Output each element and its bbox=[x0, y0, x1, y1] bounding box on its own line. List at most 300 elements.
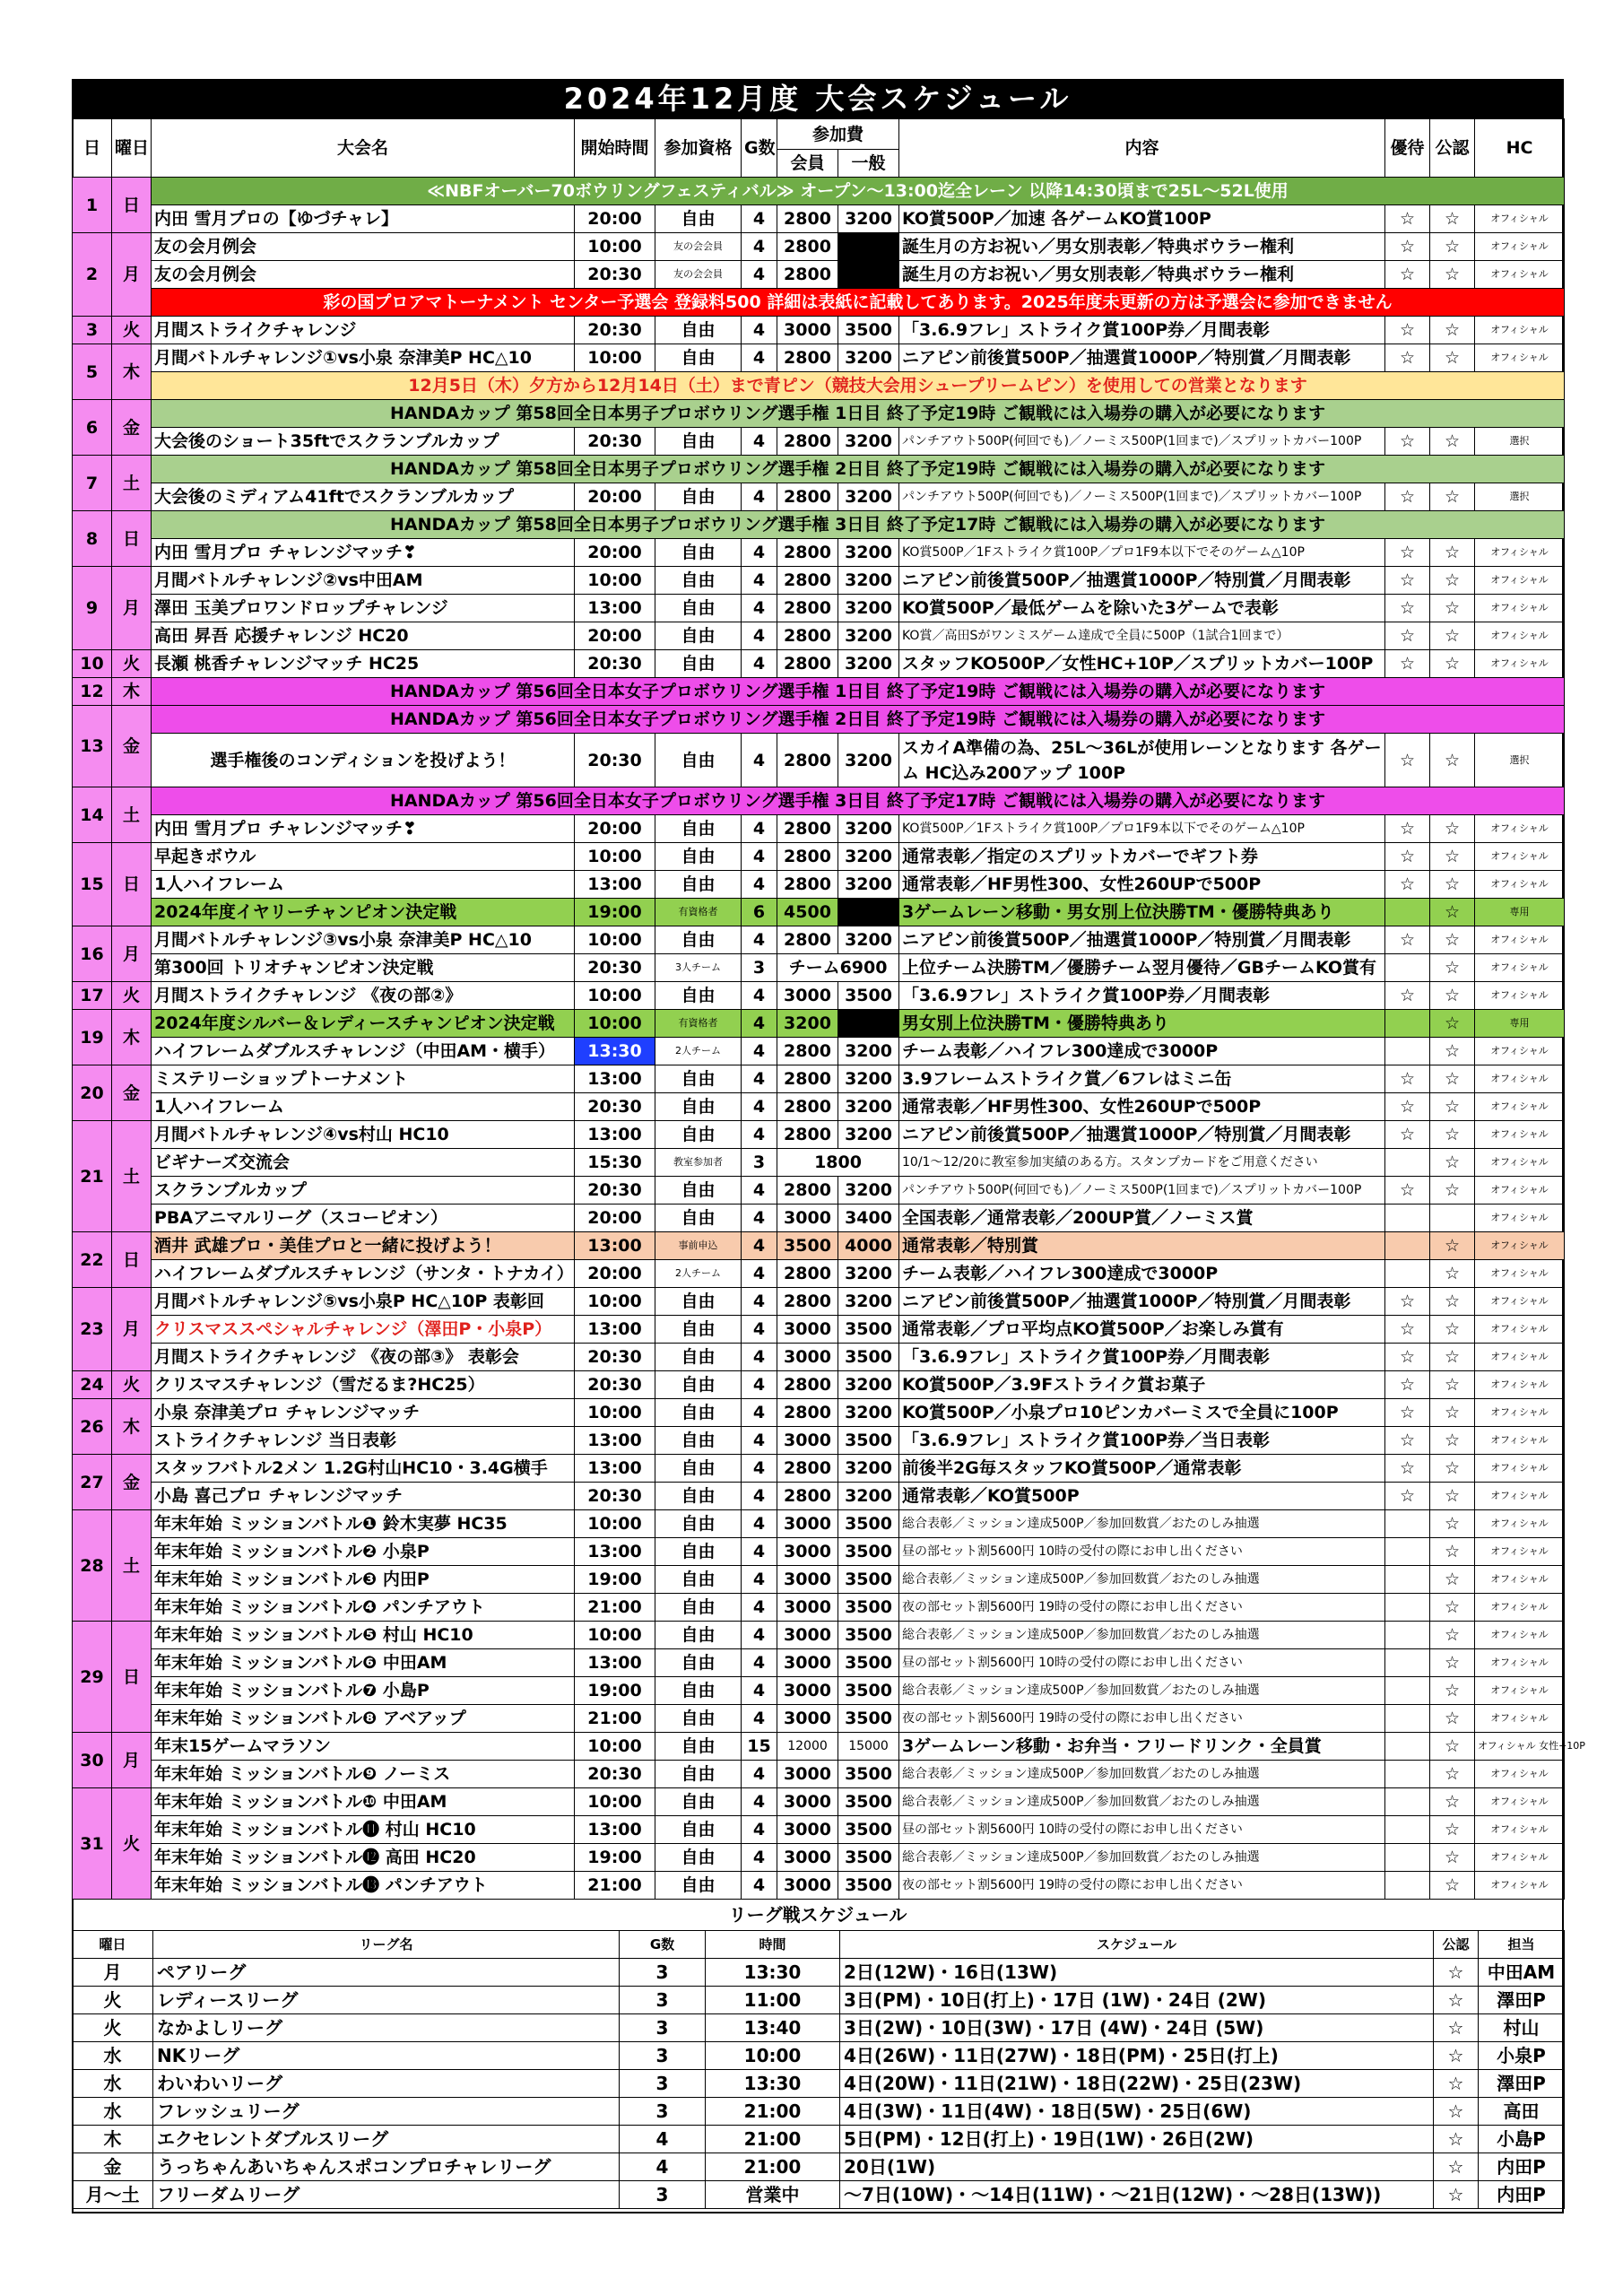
game-count: 4 bbox=[742, 1065, 777, 1093]
content: 誕生月の方お祝い／男女別表彰／特典ボウラー権利 bbox=[899, 261, 1385, 289]
event-name: 酒井 武雄プロ・美佳プロと一緒に投げよう！ bbox=[152, 1232, 575, 1260]
event-row bbox=[73, 483, 1565, 511]
game-count: 4 bbox=[742, 1566, 777, 1594]
fee-general: 3200 bbox=[838, 1260, 899, 1288]
league-time: 11:00 bbox=[706, 1987, 840, 2014]
league-header-schedule: スケジュール bbox=[840, 1931, 1434, 1959]
game-count: 4 bbox=[742, 428, 777, 456]
notice-band: HANDAカップ 第58回全日本男子プロボウリング選手権 3日目 終了予定17時 ご観戦には入場券の購入が必要になります bbox=[152, 511, 1565, 539]
league-staff: 澤田P bbox=[1479, 2070, 1565, 2098]
qualification: 自由 bbox=[655, 1622, 742, 1649]
content: KO賞500P／小泉プロ10ピンカバーミスで全員に100P bbox=[899, 1399, 1385, 1427]
fee-general: 3500 bbox=[838, 1705, 899, 1733]
league-koushiki: ☆ bbox=[1434, 2126, 1479, 2153]
event-name: 年末年始 ミッションバトル❺ 村山 HC10 bbox=[152, 1622, 575, 1649]
content: チーム表彰／ハイフレ300達成で3000P bbox=[899, 1038, 1385, 1065]
hc-type: オフィシャル bbox=[1475, 1455, 1565, 1483]
league-name: なかよしリーグ bbox=[153, 2014, 620, 2042]
league-name: わいわいリーグ bbox=[153, 2070, 620, 2098]
event-name: 年末年始 ミッションバトル❸ 内田P bbox=[152, 1566, 575, 1594]
event-name: 内田 雪月プロ チャレンジマッチ❣ bbox=[152, 815, 575, 843]
hc-type: オフィシャル bbox=[1475, 1344, 1565, 1371]
game-count: 3 bbox=[742, 1149, 777, 1177]
league-games: 3 bbox=[620, 2042, 706, 2070]
fee-general: 3200 bbox=[838, 1371, 899, 1399]
fee-member: 3000 bbox=[777, 1344, 838, 1371]
league-schedule: 2日(12W)・16日(13W) bbox=[840, 1959, 1434, 1987]
content: 昼の部セット割5600円 10時の受付の際にお申し出ください bbox=[899, 1816, 1385, 1844]
fee-member: 3000 bbox=[777, 1538, 838, 1566]
fee-member: 3000 bbox=[777, 1510, 838, 1538]
hc-type: オフィシャル 女性+10P bbox=[1475, 1733, 1565, 1761]
event-name: 澤田 玉美プロワンドロップチャレンジ bbox=[152, 595, 575, 622]
hc-type: オフィシャル bbox=[1475, 1399, 1565, 1427]
content: 昼の部セット割5600円 10時の受付の際にお申し出ください bbox=[899, 1649, 1385, 1677]
yutai-mark: ☆ bbox=[1385, 261, 1430, 289]
event-name: 1人ハイフレーム bbox=[152, 871, 575, 899]
yutai-mark: ☆ bbox=[1385, 843, 1430, 871]
event-name: PBAアニマルリーグ（スコーピオン） bbox=[152, 1205, 575, 1232]
weekday-cell: 金 bbox=[112, 706, 152, 787]
yutai-mark: ☆ bbox=[1385, 871, 1430, 899]
event-row bbox=[73, 899, 1565, 926]
header-start: 開始時間 bbox=[575, 119, 655, 178]
event-row bbox=[73, 1622, 1565, 1649]
league-time: 13:30 bbox=[706, 2070, 840, 2098]
fee: チーム6900 bbox=[777, 954, 899, 982]
event-row bbox=[73, 539, 1565, 567]
event-row bbox=[73, 954, 1565, 982]
content: 総合表彰／ミッション達成500P／参加回数賞／おたのしみ抽選 bbox=[899, 1844, 1385, 1872]
league-schedule: 20日(1W) bbox=[840, 2153, 1434, 2181]
qualification: 自由 bbox=[655, 317, 742, 344]
game-count: 4 bbox=[742, 1371, 777, 1399]
koushiki-mark: ☆ bbox=[1430, 899, 1475, 926]
event-name: 年末年始 ミッションバトル⓭ パンチアウト bbox=[152, 1872, 575, 1900]
league-games: 4 bbox=[620, 2153, 706, 2181]
event-name: 月間ストライクチャレンジ bbox=[152, 317, 575, 344]
hc-type: オフィシャル bbox=[1475, 1205, 1565, 1232]
koushiki-mark: ☆ bbox=[1430, 1344, 1475, 1371]
qualification: 自由 bbox=[655, 1872, 742, 1900]
content: 通常表彰／HF男性300、女性260UPで500P bbox=[899, 1093, 1385, 1121]
fee-member: 2800 bbox=[777, 622, 838, 650]
qualification: 自由 bbox=[655, 1483, 742, 1510]
hc-type: オフィシャル bbox=[1475, 1177, 1565, 1205]
league-weekday: 木 bbox=[73, 2126, 153, 2153]
qualification: 自由 bbox=[655, 1455, 742, 1483]
fee-general: 3500 bbox=[838, 1566, 899, 1594]
yutai-mark: ☆ bbox=[1385, 926, 1430, 954]
koushiki-mark: ☆ bbox=[1430, 317, 1475, 344]
qualification: 自由 bbox=[655, 622, 742, 650]
content: 3.9フレームストライク賞／6フレはミニ缶 bbox=[899, 1065, 1385, 1093]
qualification: 自由 bbox=[655, 1093, 742, 1121]
event-row bbox=[73, 1316, 1565, 1344]
fee-member: 2800 bbox=[777, 595, 838, 622]
qualification: 自由 bbox=[655, 815, 742, 843]
fee-member: 2800 bbox=[777, 843, 838, 871]
league-time: 21:00 bbox=[706, 2098, 840, 2126]
notice-band: HANDAカップ 第56回全日本女子プロボウリング選手権 3日目 終了予定17時 ご観戦には入場券の購入が必要になります bbox=[152, 787, 1565, 815]
hc-type: オフィシャル bbox=[1475, 1427, 1565, 1455]
game-count: 4 bbox=[742, 1038, 777, 1065]
notice-band: HANDAカップ 第58回全日本男子プロボウリング選手権 2日目 終了予定19時 ご観戦には入場券の購入が必要になります bbox=[152, 456, 1565, 483]
koushiki-mark: ☆ bbox=[1430, 1288, 1475, 1316]
qualification: 自由 bbox=[655, 1205, 742, 1232]
yutai-mark bbox=[1385, 1622, 1430, 1649]
day-cell: 5 bbox=[73, 344, 112, 400]
fee: 1800 bbox=[777, 1149, 899, 1177]
event-row bbox=[73, 1344, 1565, 1371]
weekday-cell: 木 bbox=[112, 1399, 152, 1455]
hc-type: オフィシャル bbox=[1475, 344, 1565, 372]
league-schedule: 4日(20W)・11日(21W)・18日(22W)・25日(23W) bbox=[840, 2070, 1434, 2098]
qualification: 自由 bbox=[655, 1065, 742, 1093]
event-row bbox=[73, 205, 1565, 233]
fee-general: 3200 bbox=[838, 1065, 899, 1093]
hc-type: オフィシャル bbox=[1475, 539, 1565, 567]
event-name: 月間バトルチャレンジ④vs村山 HC10 bbox=[152, 1121, 575, 1149]
koushiki-mark: ☆ bbox=[1430, 205, 1475, 233]
league-weekday: 金 bbox=[73, 2153, 153, 2181]
fee-general: 3500 bbox=[838, 1427, 899, 1455]
game-count: 15 bbox=[742, 1733, 777, 1761]
league-koushiki: ☆ bbox=[1434, 2153, 1479, 2181]
fee-general: 3500 bbox=[838, 982, 899, 1010]
notice-band: 12月5日（木）夕方から12月14日（土）まで青ピン（競技大会用シュープリームピン）を使用しての営業となります bbox=[152, 372, 1565, 400]
event-name: 年末年始 ミッションバトル❿ 中田AM bbox=[152, 1788, 575, 1816]
league-row bbox=[73, 1987, 1565, 2014]
event-name: ビギナーズ交流会 bbox=[152, 1149, 575, 1177]
game-count: 4 bbox=[742, 1121, 777, 1149]
fee-general: 3500 bbox=[838, 1649, 899, 1677]
game-count: 4 bbox=[742, 1288, 777, 1316]
content: ニアピン前後賞500P／抽選賞1000P／特別賞／月間表彰 bbox=[899, 344, 1385, 372]
header-weekday: 曜日 bbox=[112, 119, 152, 178]
fee-general: 3200 bbox=[838, 1455, 899, 1483]
fee-member: 3000 bbox=[777, 1594, 838, 1622]
event-row bbox=[73, 1399, 1565, 1427]
start-time: 10:00 bbox=[575, 926, 655, 954]
event-row bbox=[73, 1705, 1565, 1733]
hc-type: オフィシャル bbox=[1475, 1649, 1565, 1677]
header-fee: 参加費 bbox=[777, 119, 899, 150]
hc-type: オフィシャル bbox=[1475, 1288, 1565, 1316]
day-cell: 8 bbox=[73, 511, 112, 567]
fee-member: 3000 bbox=[777, 1566, 838, 1594]
hc-type: 専用 bbox=[1475, 1010, 1565, 1038]
game-count: 4 bbox=[742, 1816, 777, 1844]
koushiki-mark: ☆ bbox=[1430, 1788, 1475, 1816]
event-row bbox=[73, 815, 1565, 843]
event-row bbox=[73, 734, 1565, 787]
weekday-cell: 金 bbox=[112, 400, 152, 456]
fee-general: 3200 bbox=[838, 1483, 899, 1510]
start-time: 20:00 bbox=[575, 483, 655, 511]
day-cell: 20 bbox=[73, 1065, 112, 1121]
league-staff: 高田 bbox=[1479, 2098, 1565, 2126]
event-row bbox=[73, 567, 1565, 595]
fee-general: 3200 bbox=[838, 539, 899, 567]
hc-type: オフィシャル bbox=[1475, 1761, 1565, 1788]
fee-general bbox=[838, 233, 899, 261]
league-row bbox=[73, 2070, 1565, 2098]
yutai-mark: ☆ bbox=[1385, 982, 1430, 1010]
start-time: 10:00 bbox=[575, 1399, 655, 1427]
fee-general: 3500 bbox=[838, 317, 899, 344]
hc-type: オフィシャル bbox=[1475, 982, 1565, 1010]
game-count: 4 bbox=[742, 483, 777, 511]
qualification: 自由 bbox=[655, 1705, 742, 1733]
fee-general: 3200 bbox=[838, 926, 899, 954]
koushiki-mark: ☆ bbox=[1430, 1177, 1475, 1205]
koushiki-mark: ☆ bbox=[1430, 650, 1475, 678]
league-table bbox=[72, 1930, 1565, 2209]
qualification: 3人チーム bbox=[655, 954, 742, 982]
event-name: クリスマスチャレンジ（雪だるま?HC25） bbox=[152, 1371, 575, 1399]
event-row bbox=[73, 233, 1565, 261]
hc-type: オフィシャル bbox=[1475, 954, 1565, 982]
fee-member: 3500 bbox=[777, 1232, 838, 1260]
game-count: 6 bbox=[742, 899, 777, 926]
league-games: 3 bbox=[620, 2070, 706, 2098]
hc-type: オフィシャル bbox=[1475, 1316, 1565, 1344]
game-count: 4 bbox=[742, 871, 777, 899]
weekday-cell: 火 bbox=[112, 1371, 152, 1399]
yutai-mark: ☆ bbox=[1385, 1427, 1430, 1455]
event-name: スクランブルカップ bbox=[152, 1177, 575, 1205]
header-general: 一般 bbox=[838, 150, 899, 178]
fee-general: 3200 bbox=[838, 815, 899, 843]
qualification: 自由 bbox=[655, 1427, 742, 1455]
fee-member: 2800 bbox=[777, 1065, 838, 1093]
league-row bbox=[73, 2042, 1565, 2070]
hc-type: オフィシャル bbox=[1475, 871, 1565, 899]
content: ニアピン前後賞500P／抽選賞1000P／特別賞／月間表彰 bbox=[899, 1121, 1385, 1149]
league-header-weekday: 曜日 bbox=[73, 1931, 153, 1959]
event-row bbox=[73, 1010, 1565, 1038]
start-time: 10:00 bbox=[575, 344, 655, 372]
league-row bbox=[73, 2181, 1565, 2209]
event-row bbox=[73, 1149, 1565, 1177]
league-schedule: ～7日(10W)・～14日(11W)・～21日(12W)・～28日(13W)) bbox=[840, 2181, 1434, 2209]
content: 通常表彰／特別賞 bbox=[899, 1232, 1385, 1260]
event-name: 友の会月例会 bbox=[152, 261, 575, 289]
fee-member: 3000 bbox=[777, 1816, 838, 1844]
hc-type: オフィシャル bbox=[1475, 1093, 1565, 1121]
qualification: 有資格者 bbox=[655, 1010, 742, 1038]
weekday-cell: 火 bbox=[112, 982, 152, 1010]
game-count: 4 bbox=[742, 1177, 777, 1205]
event-name: 内田 雪月プロの【ゆづチャレ】 bbox=[152, 205, 575, 233]
league-staff: 澤田P bbox=[1479, 1987, 1565, 2014]
day-cell: 28 bbox=[73, 1510, 112, 1622]
fee-general: 3500 bbox=[838, 1510, 899, 1538]
league-schedule: 5日(PM)・12日(打上)・19日(1W)・26日(2W) bbox=[840, 2126, 1434, 2153]
content: 全国表彰／通常表彰／200UP賞／ノーミス賞 bbox=[899, 1205, 1385, 1232]
fee-member: 3000 bbox=[777, 1316, 838, 1344]
yutai-mark bbox=[1385, 1538, 1430, 1566]
hc-type: オフィシャル bbox=[1475, 650, 1565, 678]
weekday-cell: 月 bbox=[112, 1288, 152, 1371]
event-name: 小島 喜己プロ チャレンジマッチ bbox=[152, 1483, 575, 1510]
yutai-mark: ☆ bbox=[1385, 233, 1430, 261]
koushiki-mark: ☆ bbox=[1430, 1872, 1475, 1900]
start-time: 20:00 bbox=[575, 1205, 655, 1232]
start-time: 20:30 bbox=[575, 1483, 655, 1510]
league-schedule: 3日(2W)・10日(3W)・17日 (4W)・24日 (5W) bbox=[840, 2014, 1434, 2042]
hc-type: 選択 bbox=[1475, 483, 1565, 511]
league-koushiki: ☆ bbox=[1434, 1959, 1479, 1987]
weekday-cell: 月 bbox=[112, 233, 152, 317]
event-row bbox=[73, 1093, 1565, 1121]
hc-type: オフィシャル bbox=[1475, 1872, 1565, 1900]
league-name: NKリーグ bbox=[153, 2042, 620, 2070]
day-cell: 30 bbox=[73, 1733, 112, 1788]
league-name: うっちゃんあいちゃんスポコンプロチャレリーグ bbox=[153, 2153, 620, 2181]
weekday-cell: 日 bbox=[112, 843, 152, 926]
start-time: 20:30 bbox=[575, 1344, 655, 1371]
start-time: 20:00 bbox=[575, 815, 655, 843]
event-name: 月間バトルチャレンジ②vs中田AM bbox=[152, 567, 575, 595]
content: ニアピン前後賞500P／抽選賞1000P／特別賞／月間表彰 bbox=[899, 926, 1385, 954]
hc-type: オフィシャル bbox=[1475, 1510, 1565, 1538]
fee-general: 3500 bbox=[838, 1538, 899, 1566]
weekday-cell: 土 bbox=[112, 1121, 152, 1232]
start-time: 13:00 bbox=[575, 1121, 655, 1149]
fee-general: 3200 bbox=[838, 428, 899, 456]
fee-member: 2800 bbox=[777, 483, 838, 511]
yutai-mark bbox=[1385, 1788, 1430, 1816]
yutai-mark bbox=[1385, 899, 1430, 926]
start-time: 19:00 bbox=[575, 1566, 655, 1594]
content: 「3.6.9フレ」ストライク賞100P券／月間表彰 bbox=[899, 982, 1385, 1010]
yutai-mark bbox=[1385, 954, 1430, 982]
content: 3ゲームレーン移動・お弁当・フリードリンク・全員賞 bbox=[899, 1733, 1385, 1761]
event-row bbox=[73, 1566, 1565, 1594]
yutai-mark: ☆ bbox=[1385, 567, 1430, 595]
qualification: 2人チーム bbox=[655, 1260, 742, 1288]
band-row bbox=[73, 289, 1565, 317]
koushiki-mark: ☆ bbox=[1430, 843, 1475, 871]
content: ニアピン前後賞500P／抽選賞1000P／特別賞／月間表彰 bbox=[899, 1288, 1385, 1316]
event-name: 1人ハイフレーム bbox=[152, 1093, 575, 1121]
koushiki-mark: ☆ bbox=[1430, 871, 1475, 899]
yutai-mark: ☆ bbox=[1385, 1344, 1430, 1371]
event-name: 年末年始 ミッションバトル❶ 鈴木実夢 HC35 bbox=[152, 1510, 575, 1538]
hc-type: オフィシャル bbox=[1475, 595, 1565, 622]
day-cell: 14 bbox=[73, 787, 112, 843]
event-name: 2024年度イヤリーチャンピオン決定戦 bbox=[152, 899, 575, 926]
fee-member: 2800 bbox=[777, 261, 838, 289]
header-content: 内容 bbox=[899, 119, 1385, 178]
event-row bbox=[73, 1788, 1565, 1816]
game-count: 4 bbox=[742, 539, 777, 567]
qualification: 自由 bbox=[655, 650, 742, 678]
event-row bbox=[73, 1427, 1565, 1455]
band-row bbox=[73, 372, 1565, 400]
league-koushiki: ☆ bbox=[1434, 2014, 1479, 2042]
league-time: 13:40 bbox=[706, 2014, 840, 2042]
yutai-mark: ☆ bbox=[1385, 1316, 1430, 1344]
fee-member: 2800 bbox=[777, 1177, 838, 1205]
start-time: 10:00 bbox=[575, 1733, 655, 1761]
start-time: 10:00 bbox=[575, 1510, 655, 1538]
content: 「3.6.9フレ」ストライク賞100P券／当日表彰 bbox=[899, 1427, 1385, 1455]
league-koushiki: ☆ bbox=[1434, 1987, 1479, 2014]
notice-band: 彩の国プロアマトーナメント センター予選会 登録料500 詳細は表紙に記載してあります。2025年度未更新の方は予選会に参加できません bbox=[152, 289, 1565, 317]
yutai-mark: ☆ bbox=[1385, 344, 1430, 372]
hc-type: オフィシャル bbox=[1475, 1594, 1565, 1622]
yutai-mark: ☆ bbox=[1385, 734, 1430, 787]
fee-member: 2800 bbox=[777, 650, 838, 678]
event-row bbox=[73, 317, 1565, 344]
yutai-mark bbox=[1385, 1733, 1430, 1761]
koushiki-mark: ☆ bbox=[1430, 1038, 1475, 1065]
qualification: 自由 bbox=[655, 344, 742, 372]
yutai-mark bbox=[1385, 1260, 1430, 1288]
fee-general: 3200 bbox=[838, 622, 899, 650]
weekday-cell: 日 bbox=[112, 1622, 152, 1733]
yutai-mark: ☆ bbox=[1385, 1177, 1430, 1205]
league-row bbox=[73, 2098, 1565, 2126]
content: 誕生月の方お祝い／男女別表彰／特典ボウラー権利 bbox=[899, 233, 1385, 261]
fee-general: 3200 bbox=[838, 1399, 899, 1427]
league-weekday: 水 bbox=[73, 2098, 153, 2126]
start-time: 10:00 bbox=[575, 1622, 655, 1649]
yutai-mark: ☆ bbox=[1385, 1093, 1430, 1121]
fee-member: 2800 bbox=[777, 871, 838, 899]
qualification: 自由 bbox=[655, 1594, 742, 1622]
league-weekday: 水 bbox=[73, 2042, 153, 2070]
game-count: 4 bbox=[742, 595, 777, 622]
koushiki-mark: ☆ bbox=[1430, 233, 1475, 261]
day-cell: 6 bbox=[73, 400, 112, 456]
start-time: 19:00 bbox=[575, 1677, 655, 1705]
yutai-mark bbox=[1385, 1816, 1430, 1844]
event-name: 月間バトルチャレンジ①vs小泉 奈津美P HC△10 bbox=[152, 344, 575, 372]
fee-member: 2800 bbox=[777, 344, 838, 372]
league-weekday: 火 bbox=[73, 2014, 153, 2042]
game-count: 4 bbox=[742, 815, 777, 843]
event-name: 友の会月例会 bbox=[152, 233, 575, 261]
content: ニアピン前後賞500P／抽選賞1000P／特別賞／月間表彰 bbox=[899, 567, 1385, 595]
event-row bbox=[73, 1677, 1565, 1705]
fee-general: 3500 bbox=[838, 1788, 899, 1816]
fee-member: 4500 bbox=[777, 899, 838, 926]
game-count: 4 bbox=[742, 843, 777, 871]
start-time: 20:00 bbox=[575, 622, 655, 650]
qualification: 自由 bbox=[655, 1566, 742, 1594]
league-name: フレッシュリーグ bbox=[153, 2098, 620, 2126]
game-count: 4 bbox=[742, 1788, 777, 1816]
fee-member: 2800 bbox=[777, 1399, 838, 1427]
event-name: 年末年始 ミッションバトル⓫ 村山 HC10 bbox=[152, 1816, 575, 1844]
start-time: 21:00 bbox=[575, 1872, 655, 1900]
schedule-body bbox=[73, 178, 1585, 1900]
fee-general bbox=[838, 1010, 899, 1038]
event-row bbox=[73, 1455, 1565, 1483]
content: 通常表彰／HF男性300、女性260UPで500P bbox=[899, 871, 1385, 899]
qualification: 自由 bbox=[655, 871, 742, 899]
game-count: 4 bbox=[742, 1538, 777, 1566]
day-cell: 1 bbox=[73, 178, 112, 233]
start-time: 10:00 bbox=[575, 567, 655, 595]
band-row bbox=[73, 678, 1565, 706]
fee-member: 3000 bbox=[777, 1705, 838, 1733]
fee-general: 3500 bbox=[838, 1594, 899, 1622]
